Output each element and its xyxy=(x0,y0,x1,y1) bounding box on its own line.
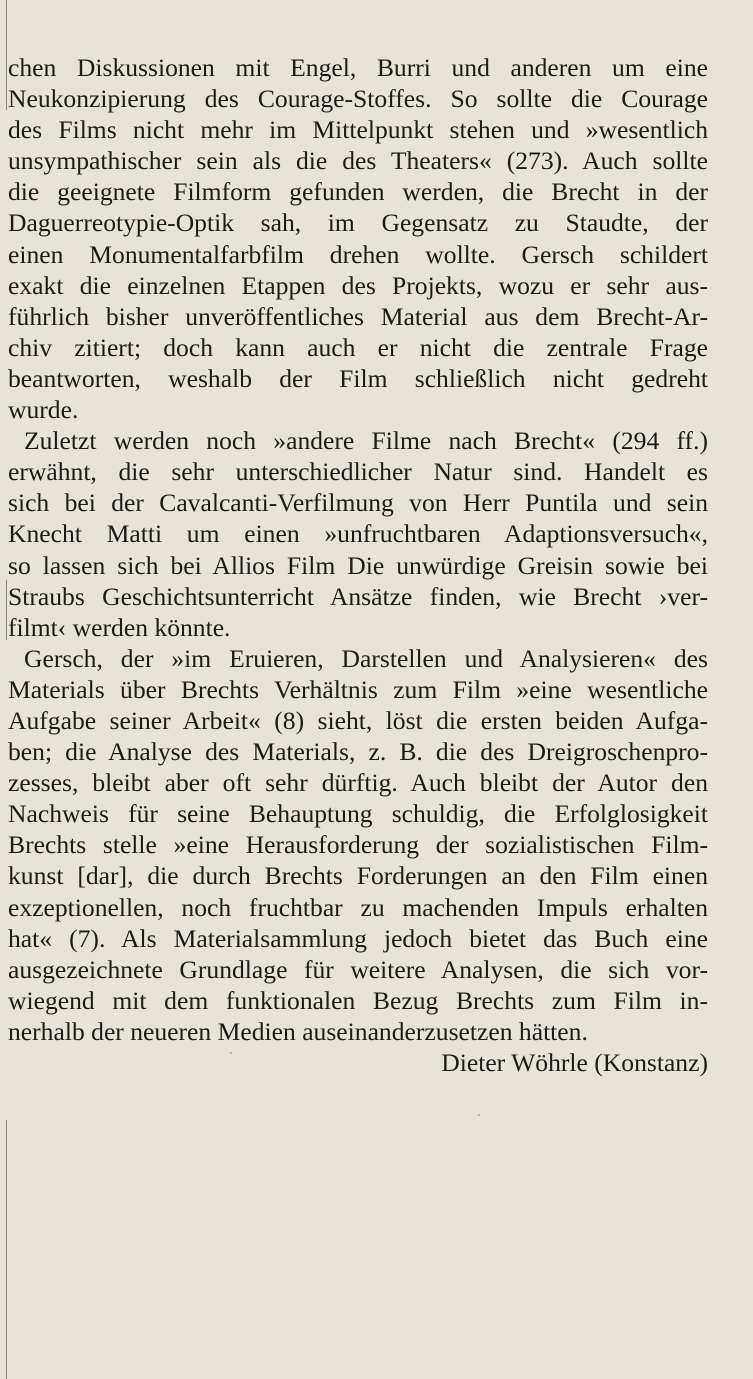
review-text xyxy=(8,52,708,1078)
text-line: Knecht Matti um einen »unfruchtbaren Adaptionsversuch«, xyxy=(8,519,708,549)
text-line: exakt die einzelnen Etappen des Projekts, wozu er sehr aus- xyxy=(8,270,708,300)
text-line: chiv zitiert; doch kann auch er nicht die zentrale Frage xyxy=(8,332,708,362)
text-line: nerhalb der neueren Medien auseinanderzusetzen hätten. xyxy=(8,1016,588,1046)
text-line: zesses, bleibt aber oft sehr dürftig. Auch bleibt der Autor den xyxy=(8,768,708,798)
paper-speck xyxy=(478,1114,480,1116)
gutter-line xyxy=(6,0,7,110)
text-line: Daguerreotypie-Optik sah, im Gegensatz zu Staudte, der xyxy=(8,208,708,238)
gutter-line xyxy=(6,580,7,640)
text-line: Materials über Brechts Verhältnis zum Film »eine wesentliche xyxy=(8,674,708,704)
text-line: unsympathischer sein als die des Theaters« (273). Auch sollte xyxy=(8,146,708,176)
text-line: ausgezeichnete Grundlage für weitere Analysen, die sich vor- xyxy=(8,954,708,984)
text-line: hat« (7). Als Materialsammlung jedoch bietet das Buch eine xyxy=(8,923,708,953)
text-line: Nachweis für seine Behauptung schuldig, die Erfolglosigkeit xyxy=(8,799,708,829)
text-line: Brechts stelle »eine Herausforderung der sozialistischen Film- xyxy=(8,830,708,860)
text-line: die geeignete Filmform gefunden werden, die Brecht in der xyxy=(8,177,708,207)
text-line: beantworten, weshalb der Film schließlich nicht gedreht xyxy=(8,363,708,393)
text-line: einen Monumentalfarbfilm drehen wollte. Gersch schildert xyxy=(8,239,708,269)
text-line: Neukonzipierung des Courage-Stoffes. So sollte die Courage xyxy=(8,84,708,114)
text-line: so lassen sich bei Allios Film Die unwürdige Greisin sowie bei xyxy=(8,550,708,580)
text-line: des Films nicht mehr im Mittelpunkt stehen und »wesentlich xyxy=(8,115,708,145)
text-line: führlich bisher unveröffentliches Material aus dem Brecht-Ar- xyxy=(8,301,708,331)
text-line: kunst [dar], die durch Brechts Forderungen an den Film einen xyxy=(8,861,708,891)
text-line: wurde. xyxy=(8,395,79,425)
text-line: ben; die Analyse des Materials, z. B. die des Dreigroschenpro- xyxy=(8,737,708,767)
text-line: wiegend mit dem funktionalen Bezug Brechts zum Film in- xyxy=(8,985,708,1015)
text-line: exzeptionellen, noch fruchtbar zu machenden Impuls erhalten xyxy=(8,892,708,922)
text-line: Straubs Geschichtsunterricht Ansätze finden, wie Brecht ›ver- xyxy=(8,581,708,611)
paragraph-start: Zuletzt werden noch »andere Filme nach Brecht« (294 ff.) xyxy=(24,426,708,456)
paragraph-start: Gersch, der »im Eruieren, Darstellen und Analysieren« des xyxy=(24,643,708,673)
gutter-line xyxy=(6,1120,7,1379)
text-line: chen Diskussionen mit Engel, Burri und anderen um eine xyxy=(8,53,708,82)
reviewer-signature: Dieter Wöhrle (Konstanz) xyxy=(441,1048,708,1077)
text-line: filmt‹ werden könnte. xyxy=(8,612,231,642)
text-line: Aufgabe seiner Arbeit« (8) sieht, löst die ersten beiden Aufga- xyxy=(8,705,708,735)
text-line: erwähnt, die sehr unterschiedlicher Natur sind. Handelt es xyxy=(8,457,708,487)
text-line: sich bei der Cavalcanti-Verfilmung von Herr Puntila und sein xyxy=(8,488,708,518)
